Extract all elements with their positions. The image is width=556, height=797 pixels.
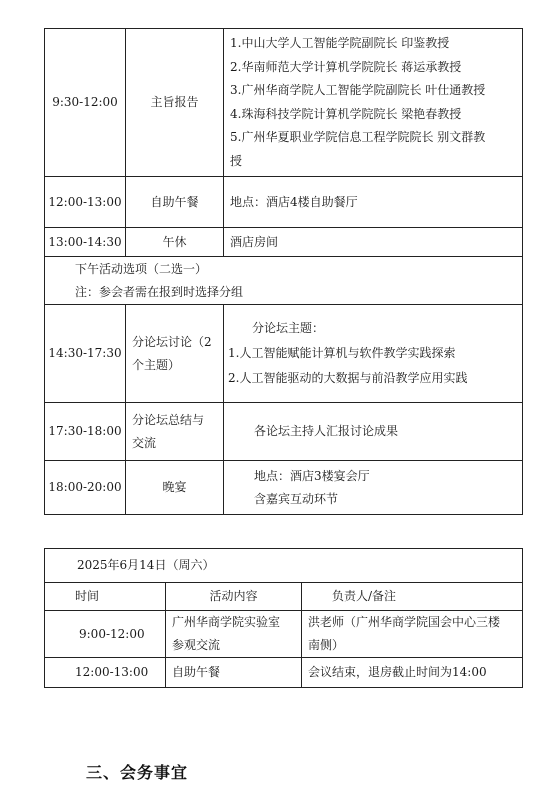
owner-line: 洪老师（广州华商学院国会中心三楼 xyxy=(308,615,501,629)
time-cell: 17:30-18:00 xyxy=(45,403,126,461)
time-cell: 9:00-12:00 xyxy=(45,611,166,658)
speaker-line: 2.华南师范大学计算机学院院长 蒋运承教授 xyxy=(230,59,462,74)
activity-line: 交流 xyxy=(132,435,157,450)
table-row xyxy=(45,305,523,403)
note-line: 地点：酒店3楼宴会厅 xyxy=(254,468,370,483)
activity-line: 分论坛讨论（2 xyxy=(132,334,212,349)
table-row xyxy=(45,228,523,257)
activity-cell xyxy=(166,611,302,658)
forum-topic: 1.人工智能赋能计算机与软件教学实践探索 xyxy=(228,346,456,360)
forum-topics-title: 分论坛主题： xyxy=(252,321,325,335)
activity-cell: 主旨报告 xyxy=(126,29,224,177)
activity-line: 广州华商学院实验室 xyxy=(172,615,281,629)
table-row xyxy=(45,29,523,177)
activity-cell xyxy=(126,403,224,461)
owner-cell xyxy=(302,611,523,658)
note-cell: 地点：酒店4楼自助餐厅 xyxy=(224,177,523,228)
afternoon-options-note: 注：参会者需在报到时选择分组 xyxy=(75,284,244,299)
activity-line: 个主题） xyxy=(132,357,181,372)
speakers-cell xyxy=(224,29,523,177)
section-heading: 三、会务事宜 xyxy=(86,763,189,782)
activity-cell: 自助午餐 xyxy=(126,177,224,228)
activity-line: 参观交流 xyxy=(172,638,221,652)
activity-cell: 午休 xyxy=(126,228,224,257)
table-row xyxy=(45,257,523,305)
speaker-line: 3.广州华商学院人工智能学院副院长 叶仕通教授 xyxy=(230,83,486,97)
speaker-line: 授 xyxy=(230,153,243,168)
afternoon-options-cell xyxy=(45,257,523,305)
time-cell: 14:30-17:30 xyxy=(45,305,126,403)
table-row xyxy=(45,461,523,515)
note-cell: 酒店房间 xyxy=(224,228,523,257)
table-row xyxy=(45,658,523,688)
time-cell: 9:30-12:00 xyxy=(45,29,126,177)
table-row xyxy=(45,177,523,228)
speaker-line: 5.广州华夏职业学院信息工程学院院长 别文群教 xyxy=(230,130,486,144)
owner-cell: 会议结束，退房截止时间为14:00 xyxy=(302,658,523,688)
afternoon-options-title: 下午活动选项（二选一） xyxy=(75,261,208,276)
table-row xyxy=(45,549,523,583)
note-line: 含嘉宾互动环节 xyxy=(254,491,339,506)
header-owner: 负责人/备注 xyxy=(302,583,523,611)
note-cell xyxy=(224,461,523,515)
activity-cell: 晚宴 xyxy=(126,461,224,515)
speaker-line: 1.中山大学人工智能学院副院长 印鉴教授 xyxy=(230,36,450,50)
date-cell: 2025年6月14日（周六） xyxy=(45,549,523,583)
forum-topic: 2.人工智能驱动的大数据与前沿教学应用实践 xyxy=(228,371,468,385)
time-cell: 12:00-13:00 xyxy=(45,658,166,688)
forum-topics-cell xyxy=(224,305,523,403)
schedule-table-day-2 xyxy=(44,548,523,688)
activity-cell xyxy=(126,305,224,403)
header-time: 时间 xyxy=(45,583,166,611)
time-cell: 18:00-20:00 xyxy=(45,461,126,515)
table-row xyxy=(45,403,523,461)
activity-line: 分论坛总结与 xyxy=(132,412,205,427)
activity-cell: 自助午餐 xyxy=(166,658,302,688)
speaker-line: 4.珠海科技学院计算机学院院长 梁艳春教授 xyxy=(230,106,462,121)
header-activity: 活动内容 xyxy=(166,583,302,611)
owner-line: 南侧） xyxy=(308,638,345,652)
schedule-table-day-1 xyxy=(44,28,523,515)
table-row xyxy=(45,611,523,658)
time-cell: 13:00-14:30 xyxy=(45,228,126,257)
table-header-row xyxy=(45,583,523,611)
note-cell: 各论坛主持人汇报讨论成果 xyxy=(224,403,523,461)
time-cell: 12:00-13:00 xyxy=(45,177,126,228)
